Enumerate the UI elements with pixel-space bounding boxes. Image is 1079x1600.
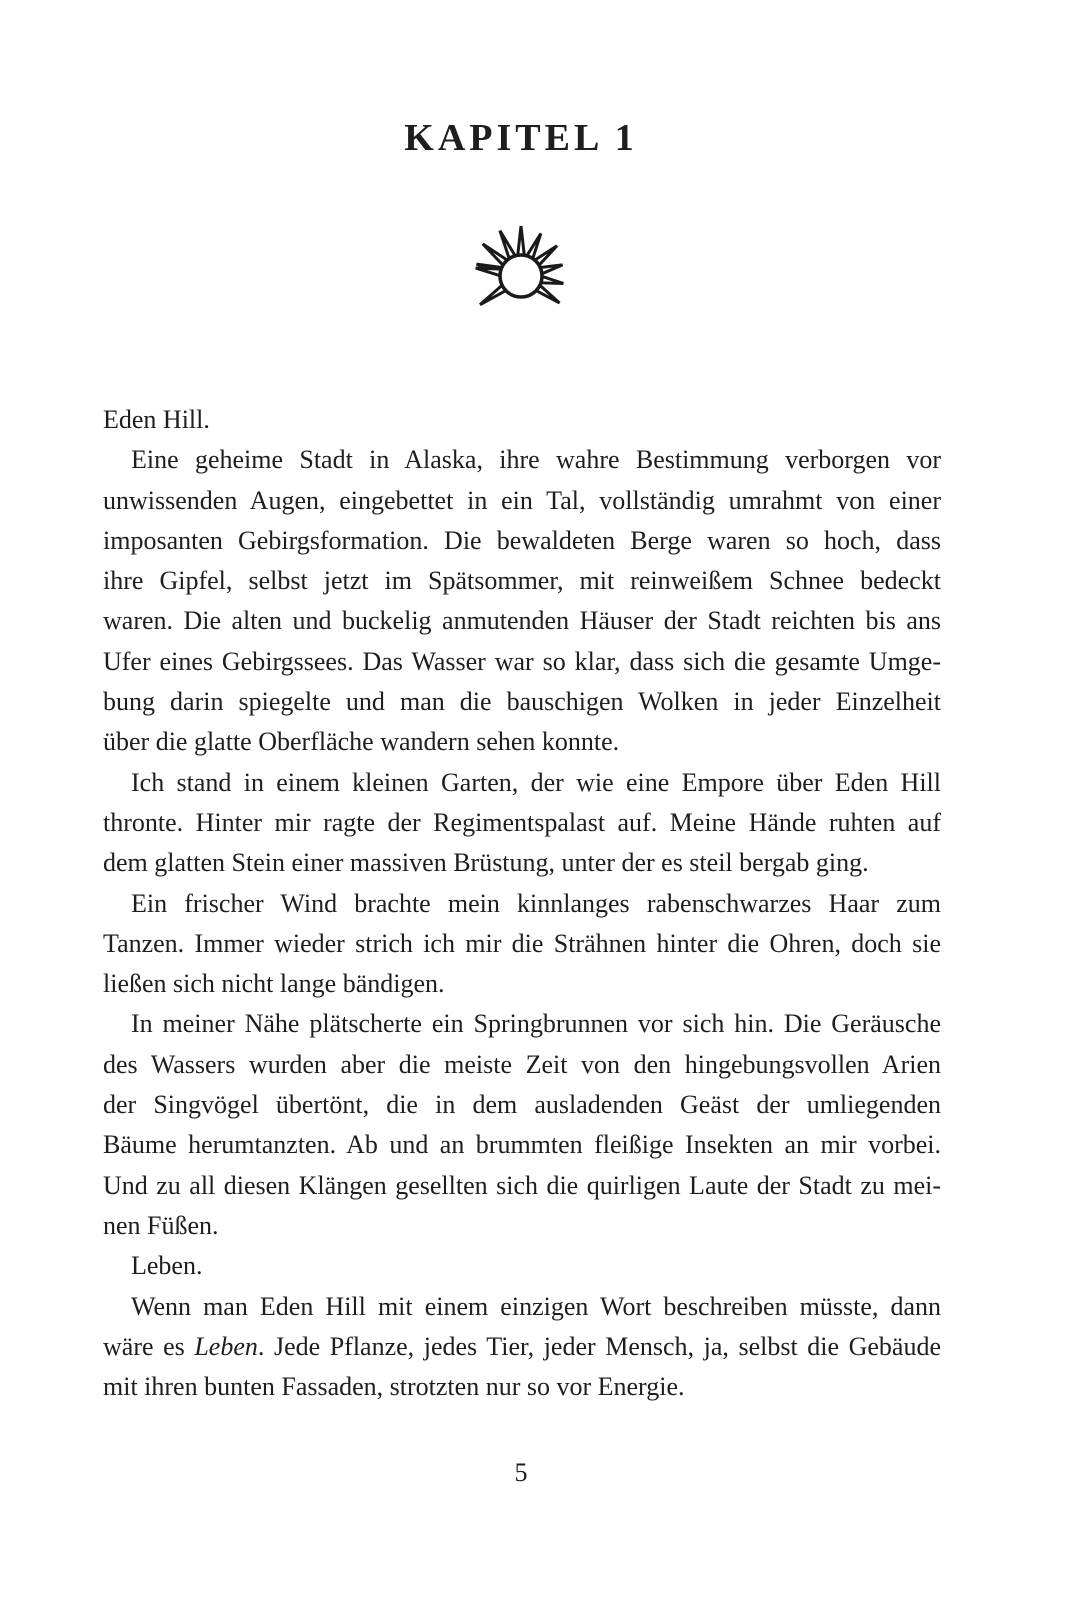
text-line: nen Füßen.	[103, 1210, 219, 1240]
sun-ray	[541, 276, 563, 283]
text-span: wäre es	[103, 1331, 195, 1361]
paragraph	[103, 440, 941, 762]
body-text	[103, 400, 941, 1407]
text-line: dem glatten Stein einer massiven Brüstung, unter der es steil bergab ging.	[103, 848, 869, 878]
text-line: unwissenden Augen, eingebettet in ein Tal, vollständig umrahmt von einer	[103, 485, 941, 515]
text-line: In meiner Nähe plätscherte ein Springbrunnen vor sich hin. Die Geräusche	[131, 1009, 941, 1039]
paragraph	[103, 400, 941, 440]
text-line: über die glatte Oberfläche wandern sehen konnte.	[103, 727, 620, 757]
text-line: der Singvögel übertönt, die in dem ausladenden Geäst der umliegenden	[103, 1090, 941, 1120]
paragraph	[103, 1004, 941, 1246]
text-line: Ein frischer Wind brachte mein kinnlanges rabenschwarzes Haar zum	[131, 888, 941, 918]
chapter-title: KAPITEL 1	[404, 117, 638, 159]
text-span: . Jede Pflanze, jedes Tier, jeder Mensch, ja, selbst die Gebäude	[257, 1331, 941, 1361]
text-line: thronte. Hinter mir ragte der Regimentspalast auf. Meine Hände ruhten auf	[103, 807, 941, 837]
text-line: bung darin spiegelte und man die bauschigen Wolken in jeder Einzelheit	[103, 687, 941, 717]
text-line	[103, 1327, 941, 1367]
text-line: waren. Die alten und buckelig anmutenden Häuser der Stadt reichten bis ans	[103, 606, 941, 636]
text-line: des Wassers wurden aber die meiste Zeit von den hingebungsvollen Arien	[103, 1049, 941, 1079]
text-line: Eine geheime Stadt in Alaska, ihre wahre Bestimmung verborgen vor	[131, 445, 941, 475]
paragraph	[103, 884, 941, 1005]
sun-ray	[500, 231, 515, 259]
text-line: Tanzen. Immer wieder strich ich mir die Strähnen hinter die Ohren, doch sie	[103, 928, 941, 958]
text-line: Ufer eines Gebirgssees. Das Wasser war so klar, dass sich die gesamte Umge-	[103, 646, 941, 676]
sun-icon	[466, 224, 576, 314]
text-line: ihre Gipfel, selbst jetzt im Spätsommer, mit reinweißem Schnee bedeckt	[103, 566, 941, 596]
text-line: mit ihren bunten Fassaden, strotzten nur so vor Energie.	[103, 1372, 685, 1402]
text-line: Eden Hill.	[103, 405, 210, 434]
text-line: Wenn man Eden Hill mit einem einzigen Wort beschreiben müsste, dann	[131, 1291, 941, 1321]
paragraph	[103, 1287, 941, 1408]
text-line: Ich stand in einem kleinen Garten, der wie eine Empore über Eden Hill	[131, 767, 941, 797]
sun-ray	[518, 226, 525, 255]
text-line: Bäume herumtanzten. Ab und an brummten fleißige Insekten an mir vorbei.	[103, 1130, 941, 1160]
text-line: ließen sich nicht lange bändigen.	[103, 969, 445, 999]
emphasized-text: Leben	[194, 1331, 258, 1361]
paragraph	[103, 763, 941, 884]
text-line: Und zu all diesen Klängen gesellten sich die quirligen Laute der Stadt zu mei-	[103, 1170, 941, 1200]
sun-ray	[540, 265, 562, 274]
text-line: imposanten Gebirgsformation. Die bewaldeten Berge waren so hoch, dass	[103, 525, 941, 555]
text-line: Leben.	[131, 1251, 203, 1281]
page-number: 5	[514, 1458, 528, 1487]
sun-ray	[476, 268, 501, 276]
paragraph	[103, 1246, 941, 1286]
